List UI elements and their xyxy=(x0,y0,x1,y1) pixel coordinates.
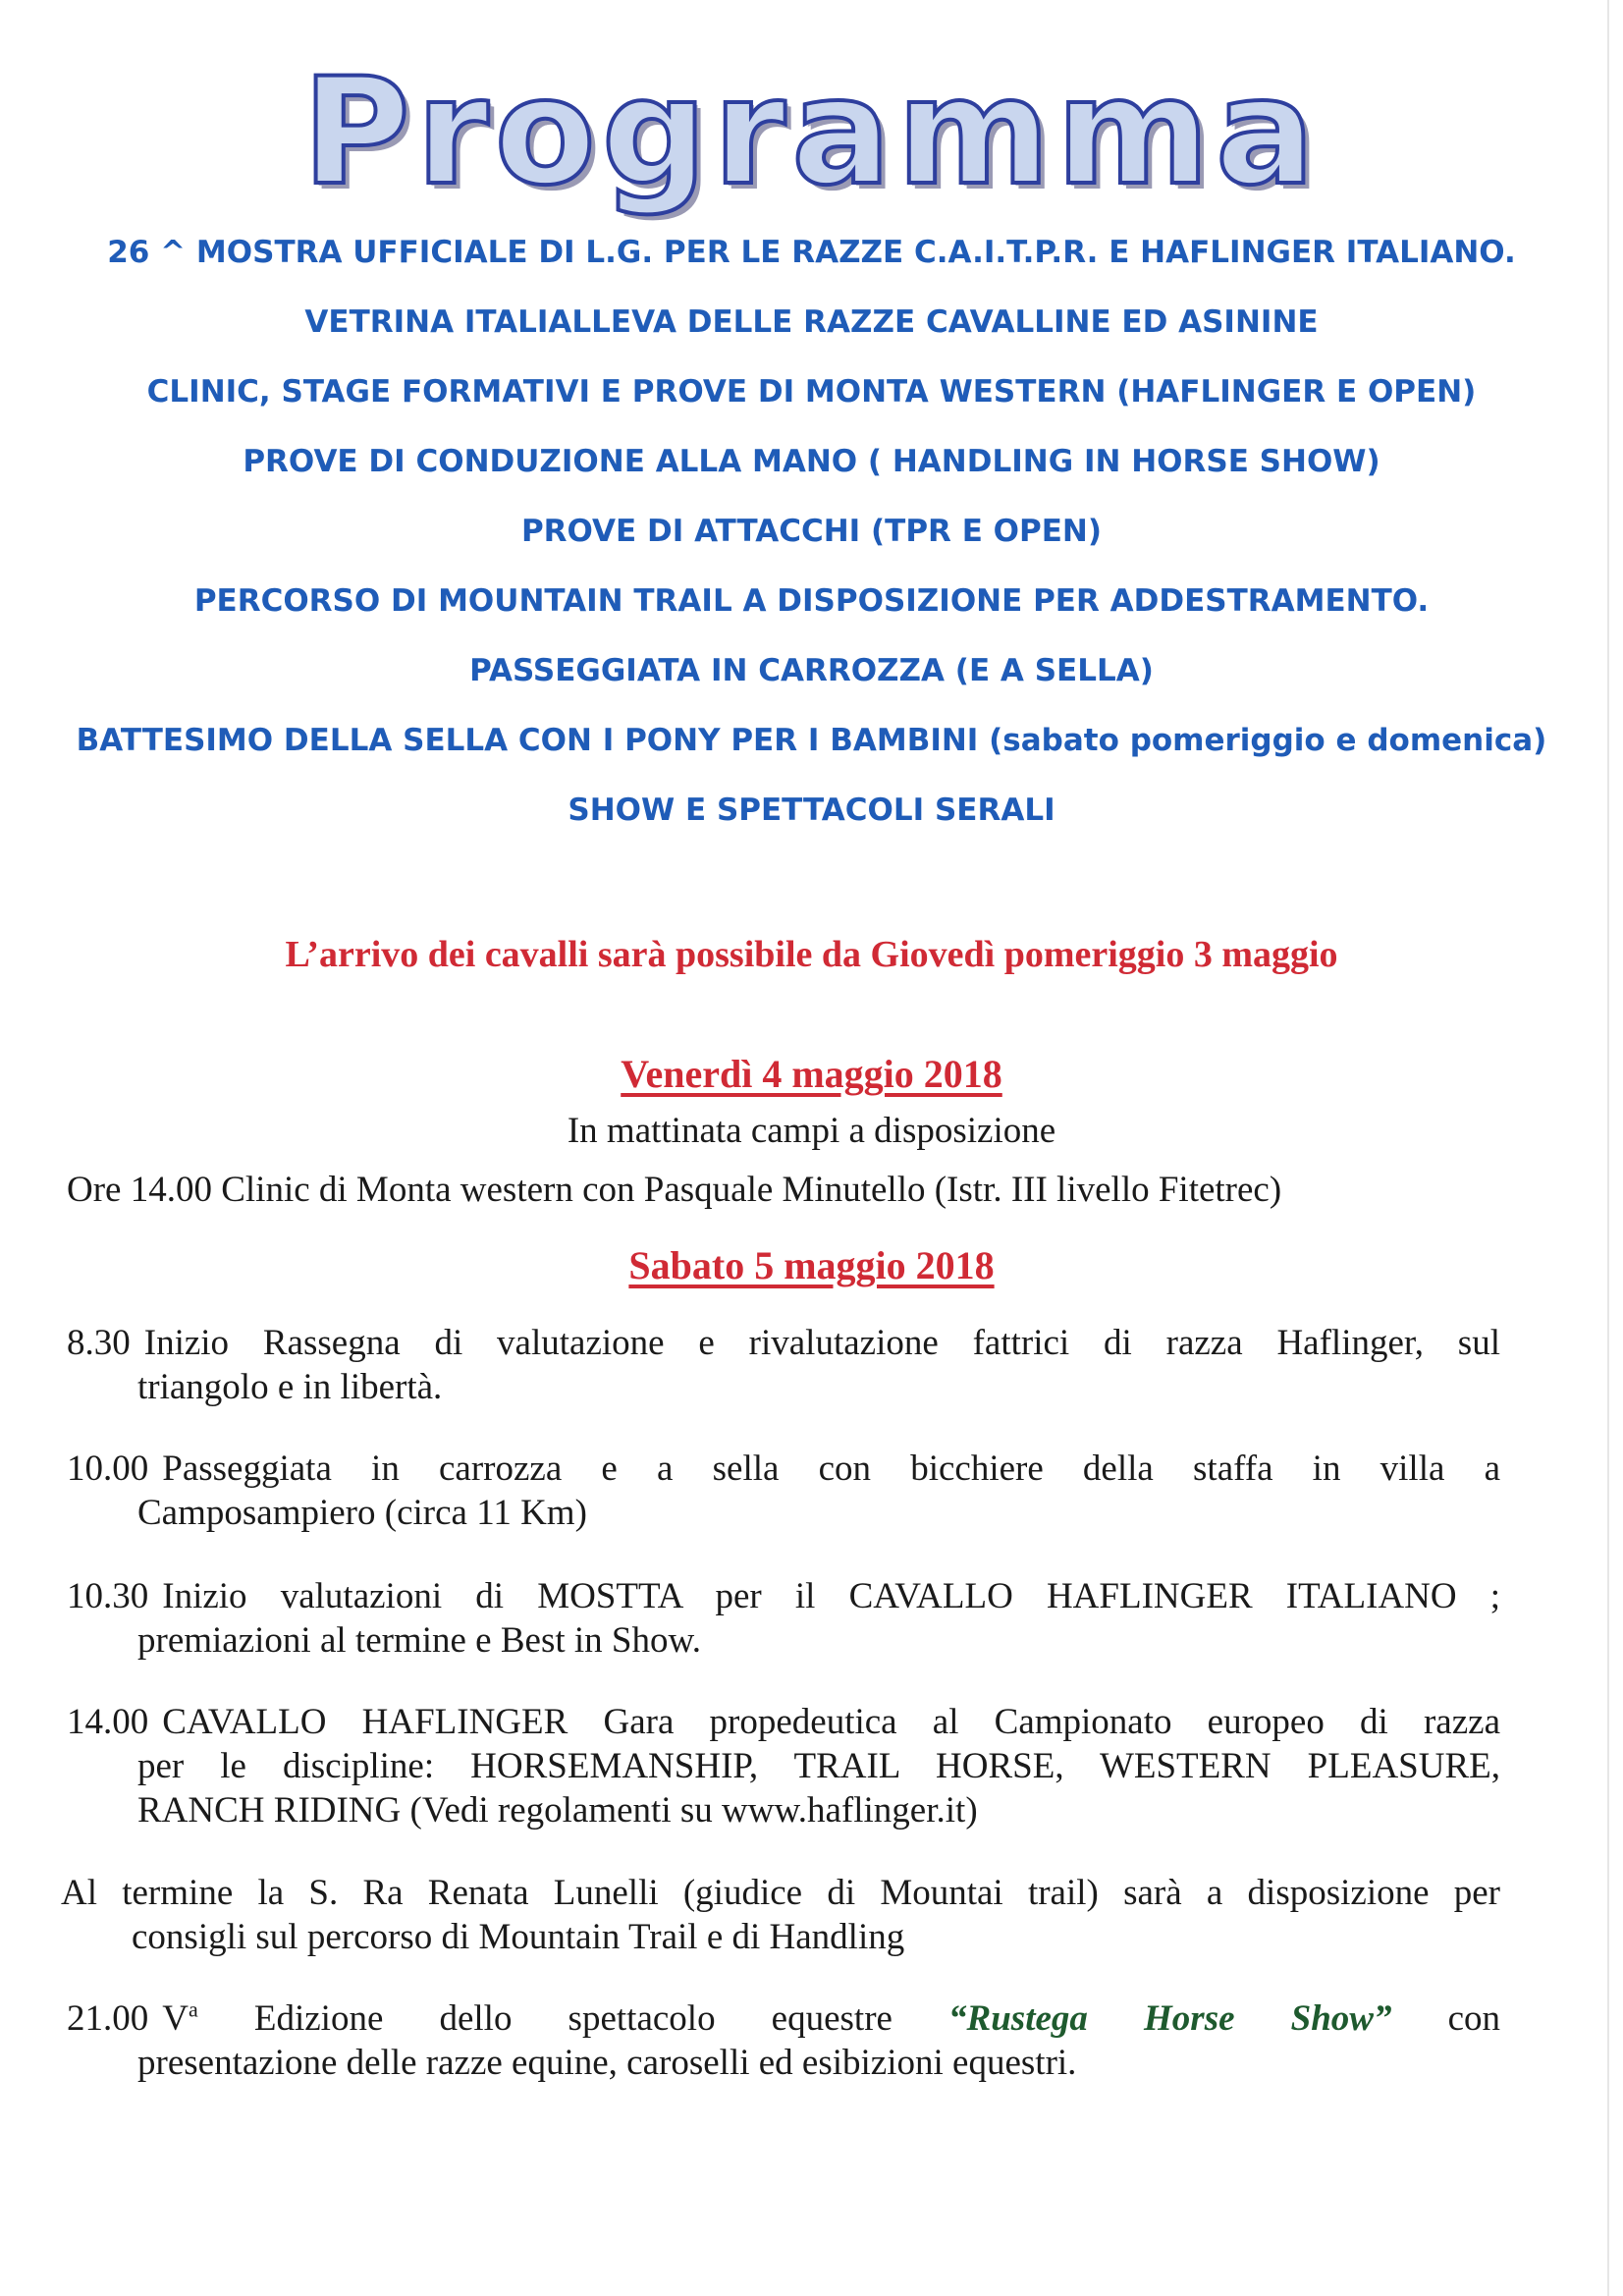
page-title: Programma xyxy=(301,47,1322,218)
entry-time: 10.00 xyxy=(67,1449,149,1489)
entry-line: premiazioni al termine e Best in Show. xyxy=(137,1620,702,1661)
entry-time: 21.00 xyxy=(67,1998,149,2039)
activity-item: 26 ^ MOSTRA UFFICIALE DI L.G. PER LE RAZZE C.A.I.T.P.R. E HAFLINGER ITALIANO. xyxy=(107,235,1516,270)
scan-edge-line xyxy=(1607,0,1609,2296)
entry-line: presentazione delle razze equine, caroselli ed esibizioni equestri. xyxy=(137,2043,1077,2083)
schedule-entry xyxy=(67,1447,1500,1535)
entry-text: CAVALLO HAFLINGER Gara propedeutica al Campionato europeo di razza xyxy=(162,1702,1500,1742)
schedule-entry xyxy=(67,1574,1500,1663)
schedule-entry xyxy=(67,1700,1500,1832)
friday-heading: Venerdì 4 maggio 2018 xyxy=(621,1052,1002,1096)
entry-line: per le discipline: HORSEMANSHIP, TRAIL HORSE, WESTERN PLEASURE, xyxy=(137,1746,1500,1786)
activity-pony-main: BATTESIMO DELLA SELLA CON I PONY PER I BAMBINI xyxy=(76,723,979,758)
entry-text: Edizione dello spettacolo equestre xyxy=(253,1998,893,2039)
schedule-entry xyxy=(67,1996,1500,2085)
friday-item: Ore 14.00 Clinic di Monta western con Pasquale Minutello (Istr. III livello Fitetrec) xyxy=(67,1170,1282,1210)
entry-line xyxy=(67,1447,1500,1491)
entry-line: consigli sul percorso di Mountain Trail e di Handling xyxy=(132,1917,905,1957)
activity-list xyxy=(0,218,1623,846)
entry-time: 14.00 xyxy=(67,1702,149,1742)
entry-text: Passeggiata in carrozza e a sella con bicchiere della staffa in villa a xyxy=(162,1449,1500,1489)
activity-item: VETRINA ITALIALLEVA DELLE RAZZE CAVALLINE ED ASININE xyxy=(304,304,1319,340)
friday-morning: In mattinata campi a disposizione xyxy=(567,1111,1056,1151)
entry-text: Inizio Rassegna di valutazione e rivalutazione fattrici di razza Haflinger, sul xyxy=(143,1323,1500,1363)
entry-line xyxy=(67,1321,1500,1365)
show-name: “Rustega Horse Show” xyxy=(948,1998,1392,2039)
entry-line: Al termine la S. Ra Renata Lunelli (giudice di Mountai trail) sarà a disposizione per xyxy=(61,1873,1500,1913)
activity-item: PASSEGGIATA IN CARROZZA (E A SELLA) xyxy=(469,653,1154,688)
activity-pony-sub: (sabato pomeriggio e domenica) xyxy=(989,723,1547,758)
entry-line: Camposampiero (circa 11 Km) xyxy=(137,1493,587,1533)
activity-item-pony xyxy=(0,706,1623,776)
entry-line xyxy=(67,1996,1500,2041)
entry-line xyxy=(67,1574,1500,1618)
activity-item: PROVE DI CONDUZIONE ALLA MANO ( HANDLING IN HORSE SHOW) xyxy=(243,444,1380,479)
entry-text-tail: con xyxy=(1447,1998,1500,2039)
schedule-entry xyxy=(61,1871,1500,1959)
entry-line: triangolo e in libertà. xyxy=(137,1367,443,1407)
arrival-notice: L’arrivo dei cavalli sarà possibile da Giovedì pomeriggio 3 maggio xyxy=(285,934,1338,975)
activity-item: PROVE DI ATTACCHI (TPR E OPEN) xyxy=(520,514,1103,549)
entry-text: Inizio valutazioni di MOSTTA per il CAVALLO HAFLINGER ITALIANO ; xyxy=(162,1576,1500,1616)
entry-line: RANCH RIDING (Vedi regolamenti su www.haflinger.it) xyxy=(137,1790,978,1831)
entry-line xyxy=(67,1700,1500,1744)
activity-item: SHOW E SPETTACOLI SERALI xyxy=(568,793,1055,828)
saturday-heading: Sabato 5 maggio 2018 xyxy=(628,1243,995,1287)
edition-superscript: a xyxy=(188,1996,198,2022)
activity-item: CLINIC, STAGE FORMATIVI E PROVE DI MONTA WESTERN (HAFLINGER E OPEN) xyxy=(146,374,1477,410)
schedule-entry xyxy=(67,1321,1500,1409)
edition-number: V xyxy=(162,1998,189,2039)
activity-item: PERCORSO DI MOUNTAIN TRAIL A DISPOSIZIONE PER ADDESTRAMENTO. xyxy=(193,583,1430,619)
entry-time: 10.30 xyxy=(67,1576,149,1616)
entry-time: 8.30 xyxy=(67,1323,131,1363)
